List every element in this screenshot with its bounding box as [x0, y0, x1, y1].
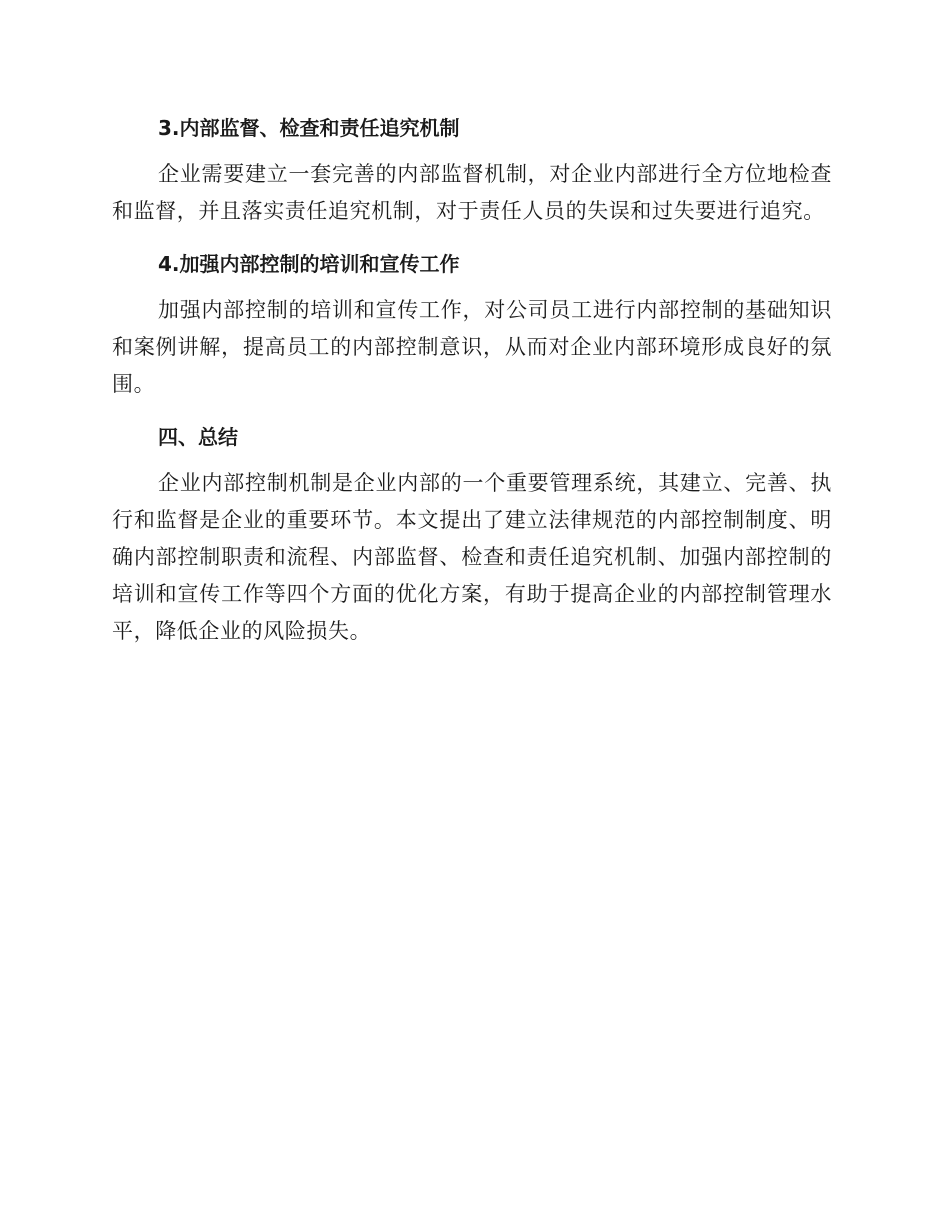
section-heading-training: 4.加强内部控制的培训和宣传工作 [158, 252, 460, 276]
section-heading-summary: 四、总结 [158, 425, 238, 449]
section-paragraph-supervision: 企业需要建立一套完善的内部监督机制，对企业内部进行全方位地检查和监督，并且落实责任追究机制，对于责任人员的失误和过失要进行追究。 [112, 162, 832, 223]
section-heading-supervision: 3.内部监督、检查和责任追究机制 [158, 116, 460, 140]
section-paragraph-training: 加强内部控制的培训和宣传工作，对公司员工进行内部控制的基础知识和案例讲解，提高员工的内部控制意识，从而对企业内部环境形成良好的氛围。 [112, 298, 832, 396]
section-paragraph-summary: 企业内部控制机制是企业内部的一个重要管理系统，其建立、完善、执行和监督是企业的重要环节。本文提出了建立法律规范的内部控制制度、明确内部控制职责和流程、内部监督、检查和责任追究机制、加强内部控制的培训和宣传工作等四个方面的优化方案，有助于提高企业的内部控制管理水平，降低企业的风险损失。 [112, 471, 832, 643]
document-page [112, 108, 832, 650]
